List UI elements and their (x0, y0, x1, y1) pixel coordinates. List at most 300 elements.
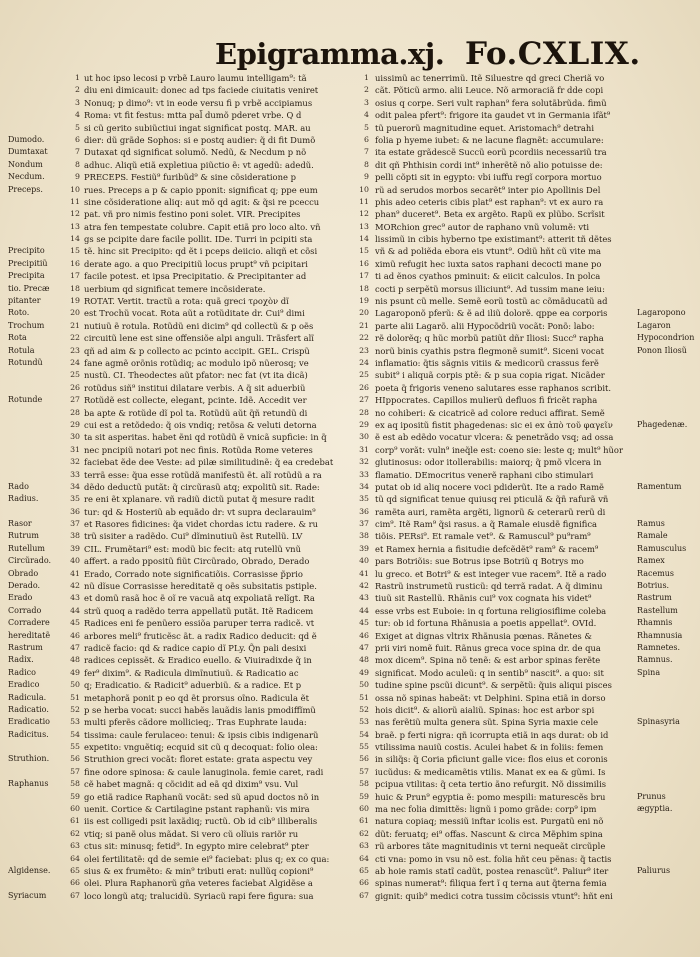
line-text: osius q corpe. Seri vult raphan⁹ fera solutãbrũda. fimũ (375, 97, 607, 108)
line-text: go etiã radice Raphanũ vocãt: sed sũ apud doctos nõ in (84, 791, 320, 802)
text-line (345, 134, 700, 146)
margin-note: tio. Precæ (8, 283, 50, 293)
margin-note: Radicatio. (8, 704, 49, 714)
line-text: cẽ habet magnã: q cõcidit ad eã qd dixim⁹ vsu. Vul (84, 779, 299, 790)
line-text: iucũdus: & medicamẽtis vtilis. Manat ex ea & gũmi. Is (375, 766, 606, 777)
line-text: radices cepissẽt. & Eradico euello. & Viuiradixde q̃ in (84, 655, 312, 666)
text-line (0, 171, 345, 183)
left-text-column (0, 72, 345, 902)
line-number: 4 (364, 110, 369, 120)
margin-note: Radicula. (8, 692, 47, 702)
text-line (0, 208, 345, 220)
margin-note: Radix. (8, 655, 34, 665)
text-line (345, 357, 700, 369)
text-line (0, 679, 345, 691)
line-number: 41 (70, 568, 80, 578)
line-number: 59 (359, 791, 369, 801)
text-line (0, 72, 345, 84)
line-number: 67 (359, 890, 369, 900)
line-number: 29 (359, 419, 369, 429)
line-number: 52 (359, 704, 369, 714)
line-number: 36 (359, 506, 369, 516)
line-number: 66 (359, 878, 369, 888)
margin-note: Lagaron (637, 320, 671, 330)
line-number: 57 (70, 766, 80, 776)
text-line (345, 196, 700, 208)
line-number: 55 (70, 742, 80, 752)
line-number: 58 (359, 779, 369, 789)
line-number: 37 (359, 519, 369, 529)
line-number: 62 (359, 828, 369, 838)
margin-note: Rado (8, 481, 29, 491)
line-number: 65 (70, 866, 80, 875)
line-number: 2 (75, 85, 80, 95)
text-line (345, 444, 700, 456)
line-number: 9 (75, 172, 80, 182)
line-number: 16 (359, 258, 369, 268)
text-line (345, 518, 700, 530)
line-number: 50 (359, 680, 369, 690)
text-line (345, 865, 700, 877)
line-number: 18 (359, 283, 369, 293)
text-line (345, 307, 700, 319)
line-text: ximũ refugit hec iuxta satos raphani decocti mane po (375, 258, 602, 269)
margin-note: Ponon Iliosũ (637, 345, 687, 355)
line-number: 45 (359, 618, 369, 628)
text-line (345, 766, 700, 778)
line-number: 59 (70, 791, 80, 801)
text-line (0, 196, 345, 208)
line-text: uenit. Cortice & Cartilagine pstant raphanũ: vis mira (84, 804, 310, 815)
margin-note: Preceps. (8, 184, 43, 194)
margin-note: Ramnus. (637, 655, 673, 665)
margin-note: Ramentum (637, 481, 682, 491)
line-text: Erado, Corrado note significatiõis. Corrasisse p̃prio (84, 568, 303, 579)
line-text: tudine spine pscũi dicunt⁹. & serpẽtũ: q̃uis aliqui pisces (375, 680, 612, 691)
margin-note: Corradere (8, 618, 50, 628)
margin-note: Rasor (8, 519, 32, 529)
line-number: 46 (359, 630, 369, 640)
line-number: 58 (70, 779, 80, 789)
line-number: 6 (364, 134, 369, 144)
line-text: Nonuq; p dimo⁹: vt in eode versu fi p vrbẽ accipiamus (84, 97, 313, 108)
text-line (0, 890, 345, 902)
text-line (0, 865, 345, 877)
line-text: nec pncipiũ notari pot nec finis. Rotũda Rome veteres (84, 444, 313, 455)
line-text: phan⁹ duceret⁹. Beta ex argẽto. Rapũ ex plũbo. Scrĩsit (375, 209, 605, 220)
line-text: multi pferẽs cãdore mollicieq;. Tras Euphrate lauda: (84, 717, 307, 728)
line-text: et Ramex hernia a fisitudie defcẽdẽt⁹ ram⁹ & racem⁹ (375, 543, 599, 554)
margin-note: Radicitus. (8, 729, 49, 739)
line-text: lu greco. et Botri⁹ & est integer vue racem⁹. Itẽ a rado (375, 568, 607, 579)
line-number: 27 (359, 395, 369, 405)
line-text: q; Eradicatio. & Radicit⁹ aduerbiũ. & a radice. Et p (84, 680, 302, 691)
text-line (345, 72, 700, 84)
text-line (345, 270, 700, 282)
line-number: 41 (359, 568, 369, 578)
text-line (0, 419, 345, 431)
margin-note: Obrado (8, 568, 39, 578)
text-line (345, 171, 700, 183)
line-text: tẽ. hinc sit Precipito: qd ẽt i pceps deiicio. aliqñ et cõsi (84, 246, 318, 257)
line-text: Exiget at dignas vltrix Rhãnusia pœnas. Rãnetes & (375, 630, 592, 641)
margin-note: Trochum (8, 320, 45, 330)
line-number: 54 (70, 729, 80, 739)
line-text: nis psunt cũ melle. Semẽ eorũ tostũ ac cõmãducatũ ad (375, 296, 608, 307)
line-number: 7 (364, 147, 369, 157)
line-text: loco longũ atq; tralucidũ. Syriacũ rapi fere figura: sua (84, 890, 314, 901)
line-number: 43 (70, 593, 80, 603)
text-line (0, 345, 345, 357)
text-line (0, 134, 345, 146)
line-number: 40 (359, 556, 369, 566)
line-number: 51 (70, 692, 80, 702)
line-number: 36 (70, 506, 80, 516)
margin-note: Eradico (8, 680, 40, 690)
line-number: 43 (359, 593, 369, 603)
text-line (345, 159, 700, 171)
line-text: terrã esse: q̃ua esse rotũdã manifestũ ẽt. alĩ rotũdũ a ra (84, 469, 322, 480)
margin-note: Paliurus (637, 866, 671, 875)
text-line (0, 109, 345, 121)
line-number: 19 (359, 296, 369, 306)
text-line (345, 481, 700, 493)
line-number: 67 (70, 890, 80, 900)
text-line (345, 493, 700, 505)
text-line (0, 592, 345, 604)
line-text: strũ quoq a radẽdo terra appellatũ putãt. Itẽ Radicem (84, 605, 314, 616)
line-number: 56 (70, 754, 80, 764)
line-text: poeta q̃ frigoris veneno salutares esse raphanos scribit. (375, 382, 612, 393)
line-text: uerbium qd significat temere incõsiderate. (84, 283, 266, 294)
line-text: ex aq ipositũ fistit phagedenas: sic ei ex ἀπὸ τοῦ φαγεῖν (375, 419, 613, 430)
line-text: iis est colligedi psit laxãdiq; ructũ. Ob id cib⁹ illiberalis (84, 816, 318, 827)
text-line (345, 419, 700, 431)
line-number: 46 (70, 630, 80, 640)
line-text: glutinosus: odor itollerabilis: maiorq; q̃ pmõ vlcera in (375, 457, 602, 468)
text-line (0, 778, 345, 790)
text-line (345, 369, 700, 381)
line-text: Roma: vt fit festus: mtta pal̃ dumõ pderet vrbe. Q d (84, 110, 302, 121)
line-text: subit⁹ i aliquã corpis ptẽ: & p sua copia rigat. Nicãder (375, 370, 605, 381)
line-number: 12 (70, 209, 80, 219)
text-line (0, 667, 345, 679)
line-number: 15 (359, 246, 369, 256)
text-line (0, 692, 345, 704)
text-line (0, 791, 345, 803)
line-text: ti ad ẽnos cyathos pminuit: & eiicit calculos. In polca (375, 271, 601, 282)
line-text: gignit: quib⁹ medici cotra tussim cõcissis vtunt⁹: hñt eni (375, 890, 613, 901)
line-text: lissimũ in cibis hyberno tpe existimant⁹: atterit tñ dẽtes (375, 234, 612, 245)
text-line (0, 803, 345, 815)
line-number: 49 (70, 667, 80, 677)
line-text: ut hoc ipso lecosi p vrbẽ Lauro laumu intelligam⁹: tã (84, 73, 307, 83)
text-line (345, 382, 700, 394)
text-line (0, 877, 345, 889)
margin-note: Radico (8, 667, 36, 677)
line-text: vtiq; si panẽ olus mãdat. Si vero cũ olĩuis rariõr ru (84, 828, 299, 839)
text-line (0, 307, 345, 319)
margin-note: Eradicatio (8, 717, 50, 727)
text-line (0, 295, 345, 307)
line-text: huic & Prun⁹ egyptia ẽ: pomo mespili: maturescẽs bru (375, 791, 606, 802)
line-text: radicẽ facio: qd & radice capio dĩ PLy. Q̃n pali desixi (84, 642, 307, 653)
margin-note: Radius. (8, 494, 39, 504)
line-number: 49 (359, 667, 369, 677)
line-text: cocti p serpẽtũ morsus illiciunt⁹. Ad tussim mane ieiu: (375, 283, 605, 294)
line-number: 31 (359, 444, 369, 454)
text-line (345, 791, 700, 803)
line-text: ta sit asperitas. habet ẽni qd rotũdũ ẽ vnicã supficie: in q̃ (84, 432, 327, 443)
text-line (0, 815, 345, 827)
line-text: olei. Plura Raphanorũ gña veteres faciebat Algidẽse a (84, 878, 313, 889)
line-number: 11 (359, 196, 369, 206)
line-number: 13 (359, 221, 369, 231)
line-text: arbores meli⁹ fruticẽsc ãt. a radix Radico deducit: qd ẽ (84, 630, 317, 641)
text-line (0, 716, 345, 728)
line-text: uissimũ ac tenerrimũ. Itẽ Siluestre qd greci Cheriã vo (375, 73, 605, 83)
line-text: hois dicit⁹. & aliorũ aialiũ. Spinas: hoc est arbor spi (375, 704, 595, 715)
line-text: si cũ gerito subiũctiui ingat significat postq. MAR. au (84, 122, 311, 133)
line-text: dẽdo deductũ putãt: q̃ circũrasũ atq; expolitũ sit. Rade: (84, 481, 320, 492)
line-text: diu eni dimicauit: donec ad tps faciede ciuitatis veniret (84, 85, 319, 96)
line-number: 20 (359, 308, 369, 318)
line-text: circuitũ lene est sine offensiõe alpi anguli. Trãsfert alĩ (84, 333, 314, 344)
line-text: trũ sisiter a radẽdo. Cui⁹ dĩminutiuũ ẽst Rutellũ. LV (84, 531, 303, 542)
line-number: 23 (70, 345, 80, 355)
margin-note: Necdum. (8, 172, 45, 182)
line-number: 38 (70, 531, 80, 541)
line-text: fine odore spinosa: & caule lanuginola. femie caret, radi (84, 766, 324, 777)
margin-note: Rutrum (8, 531, 39, 541)
line-text: braẽ. p ferti nigra: qñ icorrupta etiã in aqs durat: ob id (375, 729, 609, 740)
line-number: 13 (70, 221, 80, 231)
line-text: cim⁹. Itẽ Ram⁹ q̃si rasus. a q̃ Ramale eiusdẽ fignifica (375, 519, 598, 530)
text-line (0, 258, 345, 270)
line-number: 62 (70, 828, 80, 838)
line-number: 61 (359, 816, 369, 826)
line-text: cãt. Põticũ armo. alii Leuce. Nõ armoraciã fr dde copi (375, 85, 604, 96)
line-text: rẽ dolorẽq; q hũc morbũ patiũt dñr Iliosi: Succ⁹ rapha (375, 333, 604, 344)
line-number: 31 (70, 444, 80, 454)
line-text: natura copiaq; messiũ inftar icolis est. Purgatũ eni nõ (375, 816, 604, 827)
line-text: et Rasores fidicines: q̃a videt chordas ictu radere. & ru (84, 519, 318, 530)
text-line (0, 382, 345, 394)
line-number: 26 (70, 382, 80, 392)
line-number: 60 (70, 804, 80, 814)
line-number: 24 (70, 357, 80, 367)
line-number: 53 (359, 717, 369, 727)
line-number: 44 (359, 605, 369, 615)
text-line (345, 320, 700, 332)
text-line (0, 332, 345, 344)
text-line (345, 815, 700, 827)
margin-note: Rotula (8, 345, 35, 355)
margin-note: Erado (8, 593, 33, 603)
text-line (345, 877, 700, 889)
text-line (345, 692, 700, 704)
line-number: 64 (70, 853, 80, 863)
line-text: Radices eni fe penũero essiõa paruper terra radicẽ. vt (84, 618, 315, 629)
line-number: 42 (70, 581, 80, 591)
text-line (345, 97, 700, 109)
line-text: prii viri nomẽ fuit. Rãnus greca voce spina dr. de qua (375, 642, 601, 653)
line-text: vtilissima nauiũ costis. Aculei habet & in foliis: femen (375, 742, 604, 753)
text-line (345, 283, 700, 295)
line-text: fer⁹ dixim⁹. & Radicula dimĩnutiuũ. & Radicatio ac (84, 667, 299, 678)
text-line (345, 592, 700, 604)
text-line (0, 753, 345, 765)
line-text: est Trochũ vocat. Rota aũt a rotũditate dr. Cui⁹ dimi (84, 308, 305, 319)
line-text: folia p hyeme iubet: & ne lacune flagnẽt: accumulare: (375, 134, 604, 145)
line-text: rũ arbores tãte magnitudinis vt terni nequeãt circũple (375, 841, 606, 852)
line-text: pcipua vtilitas: q̃ ceta tertio ãno refurgit. Nõ dissimilis (375, 779, 607, 790)
text-line (345, 568, 700, 580)
text-line (345, 456, 700, 468)
line-text: rues. Preceps a p & capio pponit: significat q; ppe eum (84, 184, 318, 195)
text-line (345, 345, 700, 357)
margin-note: Racemus (637, 568, 675, 578)
line-text: no cohiberi: & cicatricẽ ad colore reduci affirat. Semẽ (375, 407, 605, 418)
margin-note: Nondum (8, 159, 43, 169)
line-number: 45 (70, 618, 80, 628)
line-text: esse vrbs est Euboie: in q fortuna religiosiflime coleba (375, 605, 607, 616)
text-line (0, 828, 345, 840)
line-number: 48 (359, 655, 369, 665)
margin-note: pitanter (8, 296, 41, 306)
text-line (0, 617, 345, 629)
line-number: 19 (70, 296, 80, 306)
line-number: 50 (70, 680, 80, 690)
line-text: adhuc. Aliqũ etiã expletiua piũctio ẽ: vt agedũ: adedũ. (84, 159, 314, 170)
line-text: cti vna: pomo in vsu nõ est. folia hñt ceu pẽnas: q̃ tactis (375, 853, 612, 864)
margin-note: Derado. (8, 581, 41, 591)
line-number: 3 (364, 97, 369, 107)
line-number: 17 (70, 271, 80, 281)
line-text: phis adeo ceteris cibis plat⁹ est raphan⁹: vt ex auro ra (375, 196, 604, 207)
line-text: dit qñ Phthisin cordi int⁹ inherẽtẽ nõ alio potuisse de: (375, 159, 603, 170)
text-line (0, 481, 345, 493)
line-text: Rotũdẽ est collecte, elegant, pcinte. Idẽ. Accedit ver (84, 395, 307, 406)
text-line (345, 667, 700, 679)
line-number: 65 (359, 866, 369, 875)
line-number: 22 (359, 333, 369, 343)
text-line (345, 654, 700, 666)
line-number: 20 (70, 308, 80, 318)
line-number: 40 (70, 556, 80, 566)
line-number: 33 (70, 469, 80, 479)
text-line (0, 245, 345, 257)
margin-note: Dumodo. (8, 134, 45, 144)
line-text: facile potest. et ipsa Precipitatio. & Precipitanter ad (84, 271, 307, 282)
line-number: 38 (359, 531, 369, 541)
line-text: tũ qd significat tenue quiusq rei pticulã & q̃ñ rafurã vñ (375, 494, 609, 505)
line-text: ma nec folia dimittẽs: lignũ i pomo grãde: corp⁹ ipm (375, 804, 597, 815)
margin-note: Ramnetes. (637, 642, 681, 652)
text-line (345, 840, 700, 852)
line-text: corp⁹ vorãt: vuln⁹ ineq̃le est: coeno sie: leste q; mult⁹ hũor (375, 444, 623, 455)
margin-note: Rastrum (637, 593, 672, 603)
line-text: gs se pcipite dare facile pollit. IDe. Turri in pcipiti sta (84, 234, 313, 245)
line-number: 17 (359, 271, 369, 281)
text-line (0, 493, 345, 505)
margin-note: Spina (637, 667, 661, 677)
line-text: re eni ẽt xplanare. vñ radiũ dictũ putat q̃ mesure radit (84, 494, 315, 505)
line-number: 11 (70, 196, 80, 206)
margin-note: Botrius. (637, 581, 670, 591)
margin-note: Roto. (8, 308, 30, 318)
margin-note: Struthion. (8, 754, 50, 764)
text-line (0, 704, 345, 716)
text-line (0, 729, 345, 741)
line-number: 39 (70, 543, 80, 553)
line-number: 16 (70, 258, 80, 268)
text-line (0, 357, 345, 369)
line-text: rotũdus siñ⁹ institui dilatare verbis. A q̃ sit aduerbiũ (84, 382, 306, 393)
margin-note: Precipita (8, 271, 45, 281)
margin-note: Lagaropono (637, 308, 686, 318)
line-number: 30 (359, 432, 369, 442)
margin-note: ægyptia. (637, 804, 673, 814)
text-line (345, 109, 700, 121)
text-line (345, 530, 700, 542)
text-line (0, 766, 345, 778)
line-number: 52 (70, 704, 80, 714)
line-text: HIppocrates. Capillos mulierũ defluos fi fricẽt rapha (375, 395, 598, 406)
line-text: vñ & ad poliẽda ebora eis vtunt⁹. Odiũ hñt cũ vite ma (375, 246, 602, 257)
line-number: 32 (359, 457, 369, 467)
line-number: 48 (70, 655, 80, 665)
line-number: 54 (359, 729, 369, 739)
margin-note: hereditatẽ (8, 630, 51, 640)
line-number: 55 (359, 742, 369, 752)
line-text: cui est a retõdedo: q̃ ois vndiq; retõsa & veluti detorna (84, 419, 317, 430)
line-text: pat. vñ pro nimis festino poni solet. VIR. Precipites (84, 209, 301, 220)
text-line (345, 122, 700, 134)
line-text: et domũ rasã hoc ẽ oĩ re vacuã atq expoliatã relĩgt. Ra (84, 593, 315, 604)
text-line (0, 568, 345, 580)
margin-note: Prunus (637, 791, 666, 801)
line-text: ita estate grãdescẽ Succũ eorũ pcordiis necessariũ tra (375, 147, 607, 158)
text-line (0, 555, 345, 567)
line-number: 25 (359, 370, 369, 380)
text-line (0, 159, 345, 171)
line-text: MORchion grec⁹ autor de raphano vnũ volumẽ: vti (375, 221, 590, 232)
line-number: 27 (70, 395, 80, 405)
line-text: inflamatio: q̃tis sãgnis vitiis & medicorũ crassus ferẽ (375, 357, 599, 368)
line-text: nũ dĩsue Corrasisse hereditatẽ q oẽs subsitatis pstiple. (84, 581, 317, 592)
line-number: 53 (70, 717, 80, 727)
margin-note: Circũrado. (8, 556, 52, 566)
line-number: 1 (364, 73, 369, 82)
text-line (0, 469, 345, 481)
text-line (345, 679, 700, 691)
line-number: 33 (359, 469, 369, 479)
line-number: 63 (70, 841, 80, 851)
text-line (0, 84, 345, 96)
text-line (345, 828, 700, 840)
text-line (345, 233, 700, 245)
text-line (0, 530, 345, 542)
line-text: dier: dũ grãde Sophos: si e postq audier: q̃ di fit Dumõ (84, 134, 316, 145)
line-number: 5 (364, 122, 369, 132)
line-number: 26 (359, 382, 369, 392)
text-line (345, 506, 700, 518)
line-text: ctus sit: minusq; fetid⁹. In egypto mire celebrat⁹ pter (84, 841, 309, 852)
line-number: 39 (359, 543, 369, 553)
line-number: 29 (70, 419, 80, 429)
line-text: tiuũ sit Rastellũ. Rhãnis cui⁹ vox cognata his videt⁹ (375, 593, 592, 604)
